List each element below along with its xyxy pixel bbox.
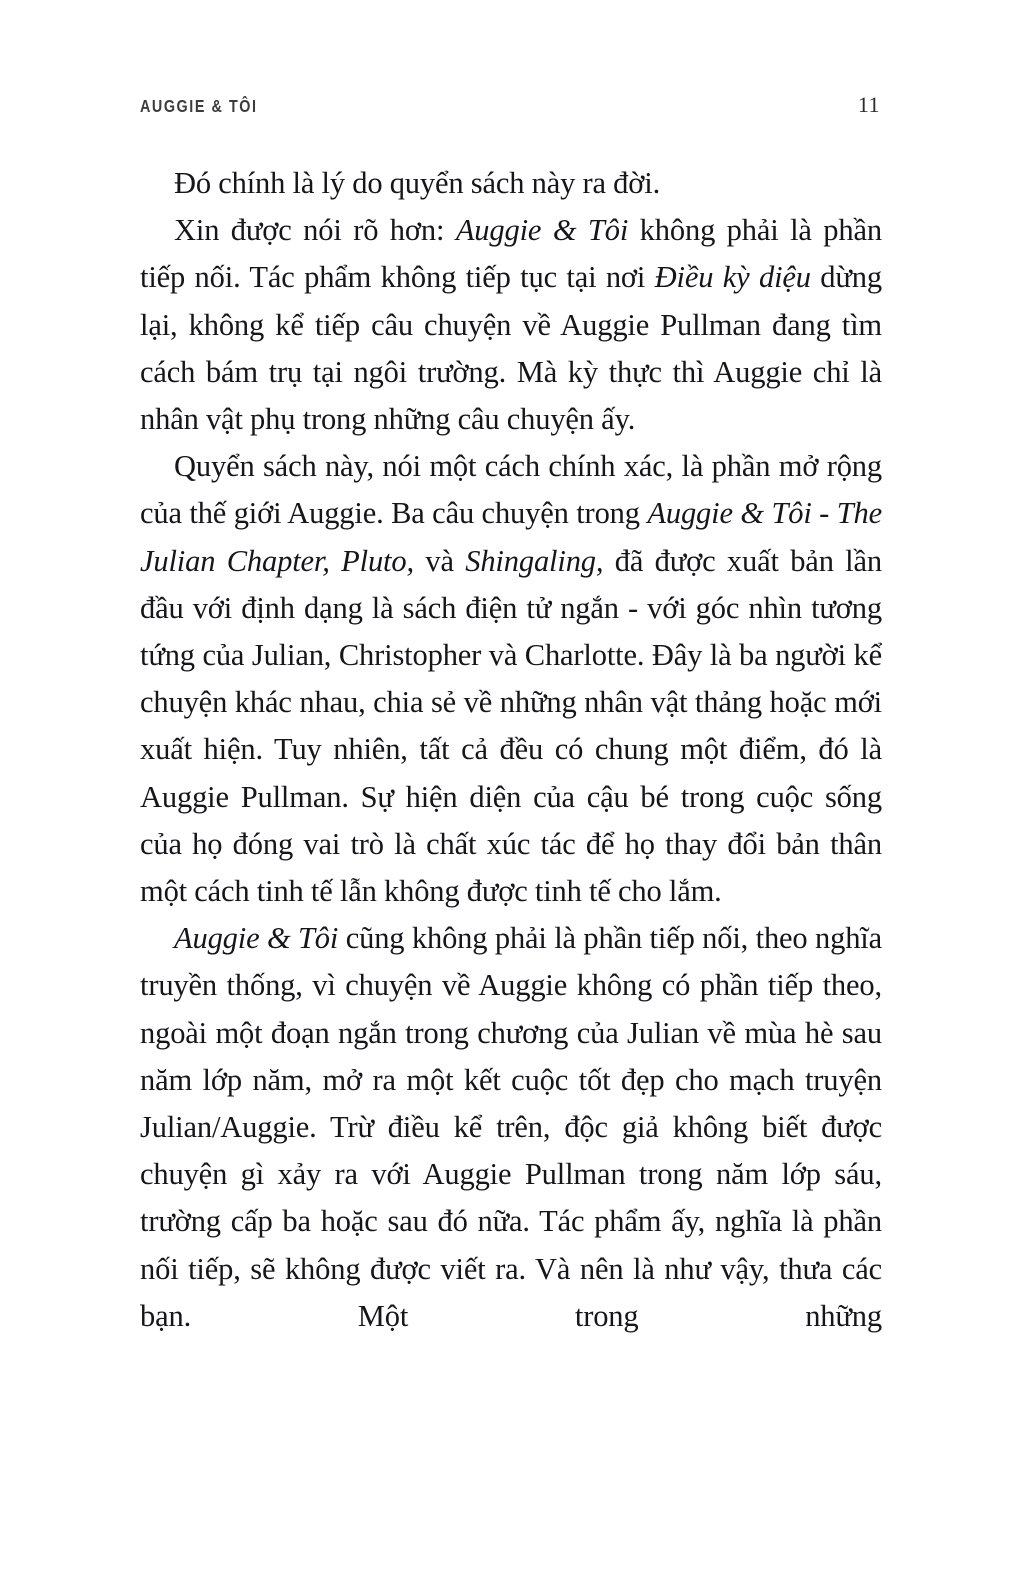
body-text-block [140,160,882,1340]
running-head-title: AUGGIE & TÔI [140,96,258,116]
text-run: không phải là phần tiếp nối. Tác phẩm không tiếp tục tại nơi [140,213,882,295]
text-run: Đó chính là lý do quyển sách này ra đời. [174,166,661,200]
text-run: cũng không phải là phần tiếp nối, theo nghĩa truyền thống, vì chuyện về Auggie không có phần tiếp theo, ngoài một đoạn ngắn trong chương của Julian về mùa hè sau năm lớp năm, mở ra một kết cuộc tốt đẹp cho mạch truyện Julian/Auggie. Trừ điều kể trên, độc giả không biết được chuyện gì xảy ra với Auggie Pullman trong năm lớp sáu, trường cấp ba hoặc sau đó nữa. Tác phẩm ấy, nghĩa là phần nối tiếp, sẽ không được viết ra. Và nên là như vậy, thưa các bạn. Một trong những [140,921,883,1333]
paragraph-4 [140,915,882,1340]
text-run: Xin được nói rõ hơn: [174,213,456,248]
text-run: và [413,543,466,578]
running-head [140,92,880,122]
italic-run: Shingaling, [465,543,604,578]
paragraph-1 [140,160,882,207]
italic-run: Auggie & Tôi - The Julian Chapter, Pluto, [140,496,882,578]
italic-run: Điều kỳ diệu [654,260,811,295]
italic-run: Auggie & Tôi [455,213,629,248]
italic-run: Auggie & Tôi [174,921,339,956]
text-run: dừng lại, không kể tiếp câu chuyện về Auggie Pullman đang tìm cách bám trụ tại ngôi trường. Mà kỳ thực thì Auggie chỉ là nhân vật phụ trong những câu chuyện ấy. [140,260,882,437]
paragraph-2 [140,207,882,443]
text-run: đã được xuất bản lần đầu với định dạng là sách điện tử ngắn - với góc nhìn tương tứng của Julian, Christopher và Charlotte. Đây là ba người kể chuyện khác nhau, chia sẻ về những nhân vật thảng hoặc mới xuất hiện. Tuy nhiên, tất cả đều có chung một điểm, đó là Auggie Pullman. Sự hiện diện của cậu bé trong cuộc sống của họ đóng vai trò là chất xúc tác để họ thay đổi bản thân một cách tinh tế lẫn không được tinh tế cho lắm. [140,543,882,909]
page-number: 11 [857,92,880,117]
text-run: Quyển sách này, nói một cách chính xác, là phần mở rộng của thế giới Auggie. Ba câu chuyện trong [140,449,882,531]
paragraph-3 [140,443,882,915]
